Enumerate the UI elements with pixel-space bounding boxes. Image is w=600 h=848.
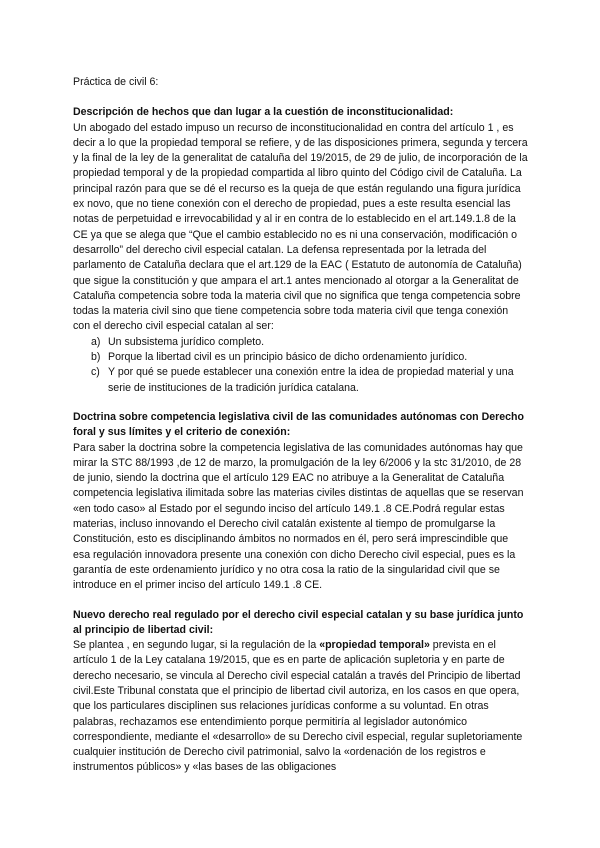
section-spacer [73, 396, 528, 410]
section-heading-hechos: Descripción de hechos que dan lugar a la cuestión de inconstitucionalidad: [73, 106, 454, 119]
section-paragraph [73, 638, 528, 776]
reasons-list [73, 335, 528, 396]
section-spacer [73, 594, 528, 608]
section-paragraph: Un abogado del estado impuso un recurso de inconstitucionalidad en contra del artículo 1 , es decir a lo que la propiedad temporal se refiere, y de las disposiciones primera, segunda y tercera y la final de la ley de la generalitat de cataluña del 19/2015, de 29 de julio, de incorporación de la propiedad temporal y de la propiedad compartida al libro quinto del Código civil de Cataluña. La principal razón para que se dé el recurso es la queja de que están regulando una figura jurídica ex novo, que no tiene conexión con el derecho de propiedad, pues a este resulta esencial las notas de perpetuidad e irrevocabilidad y al ir en contra de lo establecido en el art.149.1.8 de la CE ya que se alega que “Que el cambio establecido no es ni una conservación, modificación o desarrollo” del derecho civil especial catalan. La defensa representada por la letrada del parlamento de Cataluña declara que el art.129 de la EAC ( Estatuto de autonomía de Cataluña) que sigue la constitución y que ampara el art.1 antes mencionado al otorgar a la Generalitat de Cataluña competencia sobre toda la materia civil que no significa que tenga competencia sobre todas la materia civil sino que tiene competencia sobre toda materia civil que tenga conexión con el derecho civil especial catalan al ser: [73, 121, 528, 333]
section-heading-derecho-real: Nuevo derecho real regulado por el derecho civil especial catalan y su base jurídica junto al principio de libertad civil: [73, 608, 524, 636]
list-marker: c) [91, 366, 100, 379]
list-item [91, 350, 528, 365]
list-item [91, 365, 528, 396]
section-paragraph: Para saber la doctrina sobre la competencia legislativa de las comunidades autónomas hay que mirar la STC 88/1993 ,de 12 de marzo, la promulgación de la ley 6/2006 y la stc 31/2010, de 28 de junio, siendo la doctrina que el artículo 129 EAC no atribuye a la Generalitat de Cataluña competencia legislativa ilimitada sobre las materias civiles distintas de aquellas que se reservan «en todo caso» al Estado por el segundo inciso del artículo 149.1 .8 CE.Podrá regular estas materias, incluso innovando el Derecho civil catalán existente al tiempo de promulgarse la Constitución, esto es disciplinando ámbitos no normados en él, pero será imprescindible que esa regulación innovadora presente una conexión con dicho Derecho civil especial, pues es la garantía de este ordenamiento jurídico y no otra cosa la ratio de la singularidad civil que se introduce en el primer inciso del artículo 149.1 .8 CE. [73, 441, 524, 592]
section-heading-doctrina: Doctrina sobre competencia legislativa civil de las comunidades autónomas con Derecho foral y sus límites y el criterio de conexión: [73, 410, 524, 439]
bold-term: «propiedad temporal» [319, 639, 430, 652]
paragraph-text-rest: prevista en el artículo 1 de la Ley catalana 19/2015, que es en parte de aplicación supletoria y en parte de derecho necesario, se vincula al Derecho civil especial catalán a través del Principio de libertad civil.Este Tribunal constata que el principio de libertad civil autoriza, en los casos en que opera, que los particulares disciplinen sus relaciones jurídicas conforme a su voluntad. En otras palabras, rechazamos ese entendimiento porque permitiría al legislador autonómico correspondiente, mediante el «desarrollo» de su Derecho civil especial, regular supletoriamente cualquier institución de Derecho civil patrimonial, salvo la «ordenación de los registros e instrumentos públicos» y «las bases de las obligaciones [73, 639, 523, 774]
list-item-text: Porque la libertad civil es un principio básico de dicho ordenamiento jurídico. [108, 351, 468, 364]
list-marker: b) [91, 351, 101, 364]
list-item-text: Un subsistema jurídico completo. [108, 335, 265, 348]
document-body [73, 75, 528, 776]
list-item-text: Y por qué se puede establecer una conexión entre la idea de propiedad material y una serie de instituciones de la tradición jurídica catalana. [108, 366, 514, 394]
document-title: Práctica de civil 6: [73, 76, 159, 88]
list-marker: a) [91, 335, 101, 348]
paragraph-text-start: Se plantea , en segundo lugar, si la regulación de la [73, 639, 320, 652]
list-item [91, 335, 528, 350]
